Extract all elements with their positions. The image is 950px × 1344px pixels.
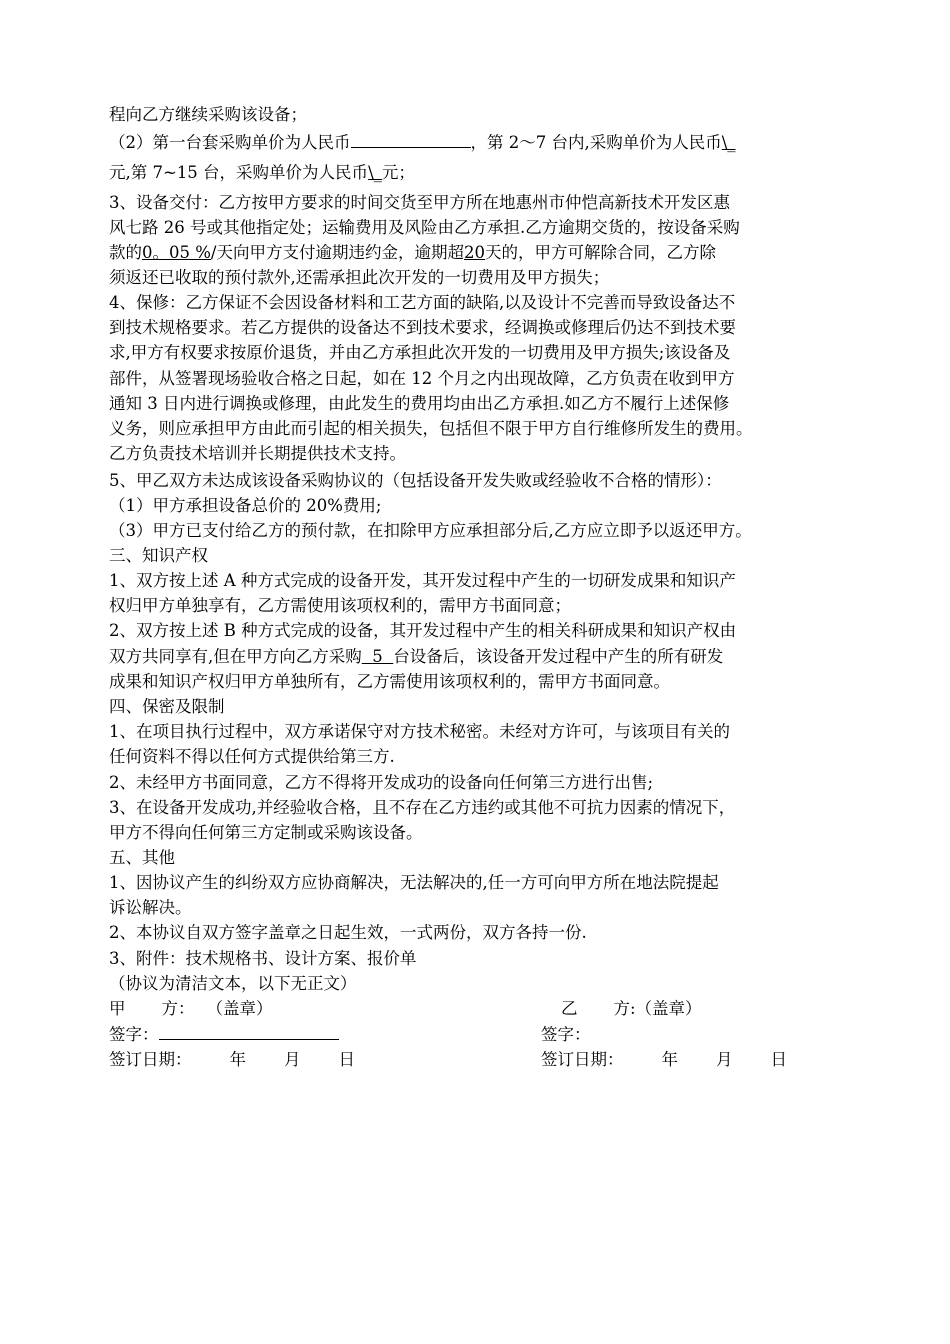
party-a-sign-line — [109, 1023, 339, 1049]
text-line: 诉讼解决。 — [109, 898, 192, 917]
date-day: 日 — [338, 1050, 355, 1069]
text-line: 成果和知识产权归甲方单独所有，乙方需使用该项权利的，需甲方书面同意。 — [109, 672, 670, 691]
text-segment: （2）第一台套采购单价为人民币 — [109, 133, 351, 152]
section-heading: 四、保密及限制 — [109, 697, 225, 716]
text-line: 部件，从签署现场验收合格之日起，如在 12 个月之内出现故障，乙方负责在收到甲方 — [109, 369, 735, 388]
party-b-label-2: 方:（盖章） — [613, 999, 702, 1018]
text-line-unit-price — [109, 131, 849, 157]
text-segment: 天的，甲方可解除合同，乙方除 — [484, 243, 716, 262]
text-segment: /天向甲方支付逾期违约金，逾期超 — [210, 243, 464, 262]
party-a-sign-label: 签字： — [109, 1025, 159, 1044]
text-line: 求,甲方有权要求按原价退货，并由乙方承担此次开发的一切费用及甲方损失;该设备及 — [109, 343, 731, 362]
text-line: 权归甲方单独享有，乙方需使用该项权利的，需甲方书面同意； — [109, 596, 571, 615]
party-a-date-line — [109, 1048, 355, 1074]
party-a-seal: （盖章） — [206, 999, 273, 1018]
text-line: 3、在设备开发成功,并经验收合格，且不存在乙方违约或其他不可抗力因素的情况下， — [109, 798, 736, 817]
section-heading: 三、知识产权 — [109, 546, 208, 565]
text-line: 任何资料不得以任何方式提供给第三方. — [109, 747, 395, 766]
text-line: 4、保修：乙方保证不会因设备材料和工艺方面的缺陷,以及设计不完善而导致设备达不 — [109, 293, 736, 312]
text-line: 到技术规格要求。若乙方提供的设备达不到技术要求，经调换或修理后仍达不到技术要 — [109, 318, 736, 337]
date-month: 月 — [284, 1050, 301, 1069]
text-segment: 元； — [381, 163, 415, 182]
text-line: 甲方不得向任何第三方定制或采购该设备。 — [109, 823, 423, 842]
party-b-label: 乙 — [561, 999, 578, 1018]
overdue-days-value: 20 — [463, 243, 485, 262]
text-line: 通知 3 日内进行调换或修理，由此发生的费用均由出乙方承担.如乙方不履行上述保修 — [109, 394, 730, 413]
price-blank-field — [351, 132, 471, 148]
text-line: 2、本协议自双方签字盖章之日起生效，一式两份，双方各持一份. — [109, 923, 587, 942]
text-line: 乙方负责技术培训并长期提供技术支持。 — [109, 444, 406, 463]
text-line: （1）甲方承担设备总价的 20%费用; — [109, 496, 382, 515]
text-line: 须返还已收取的预付款外,还需承担此次开发的一切费用及甲方损失； — [109, 268, 610, 287]
text-line: 2、未经甲方书面同意，乙方不得将开发成功的设备向任何第三方进行出售; — [109, 773, 654, 792]
text-line-penalty — [109, 241, 849, 267]
text-segment: 台设备后，该设备开发过程中产生的所有研发 — [393, 647, 724, 666]
text-line: 2、双方按上述 B 种方式完成的设备，其开发过程中产生的相关科研成果和知识产权由 — [109, 621, 737, 640]
date-month: 月 — [716, 1050, 733, 1069]
party-a-label: 甲 — [109, 999, 126, 1018]
text-line: 3、附件：技术规格书、设计方案、报价单 — [109, 949, 417, 968]
party-b-date-line — [541, 1048, 787, 1074]
date-day: 日 — [770, 1050, 787, 1069]
text-segment: 元,第 7~15 台，采购单价为人民币 — [109, 163, 369, 182]
text-line: 风七路 26 号或其他指定处；运输费用及风险由乙方承担.乙方逾期交货的，按设备采购 — [109, 218, 740, 237]
text-line: （3）甲方已支付给乙方的预付款，在扣除甲方应承担部分后,乙方应立即予以返还甲方。 — [109, 521, 752, 540]
text-segment: 双方共同享有,但在甲方向乙方采购 — [109, 647, 362, 666]
penalty-rate-value: 0。05 % — [142, 243, 211, 262]
party-b-sign-line — [541, 1023, 591, 1049]
text-line: 1、双方按上述 A 种方式完成的设备开发，其开发过程中产生的一切研发成果和知识产 — [109, 571, 736, 590]
party-a-date-label: 签订日期： — [109, 1050, 192, 1069]
text-line: （协议为清洁文本，以下无正文） — [109, 974, 357, 993]
price-filled-value: \_ — [368, 163, 382, 182]
date-year: 年 — [661, 1050, 678, 1069]
section-heading: 五、其他 — [109, 848, 175, 867]
text-line-quantity — [109, 645, 849, 671]
party-a-line — [109, 997, 273, 1023]
party-b-sign-label: 签字： — [541, 1025, 591, 1044]
party-b-date-label: 签订日期： — [541, 1050, 624, 1069]
date-year: 年 — [229, 1050, 246, 1069]
quantity-value: 5 — [361, 647, 394, 666]
text-segment: ，第 2～7 台内,采购单价为人民币 — [470, 133, 722, 152]
party-b-line — [561, 997, 702, 1023]
text-line: 程向乙方继续采购该设备； — [109, 105, 307, 124]
text-line: 1、因协议产生的纠纷双方应协商解决，无法解决的,任一方可向甲方所在地法院提起 — [109, 873, 719, 892]
text-line: 3、设备交付：乙方按甲方要求的时间交货至甲方所在地惠州市仲恺高新技术开发区惠 — [109, 193, 730, 212]
text-line: 义务，则应承担甲方由此而引起的相关损失，包括但不限于甲方自行维修所发生的费用。 — [109, 419, 753, 438]
party-a-label-2: 方： — [161, 999, 195, 1018]
party-a-signature-field — [159, 1024, 339, 1040]
text-line-unit-price-2 — [109, 161, 849, 187]
text-line: 1、在项目执行过程中，双方承诺保守对方技术秘密。未经对方许可，与该项目有关的 — [109, 722, 730, 741]
text-segment: 款的 — [109, 243, 142, 262]
price-filled-value: \_ — [721, 133, 736, 152]
text-line: 5、甲乙双方未达成该设备采购协议的（包括设备开发失败或经验收不合格的情形）： — [109, 471, 722, 490]
